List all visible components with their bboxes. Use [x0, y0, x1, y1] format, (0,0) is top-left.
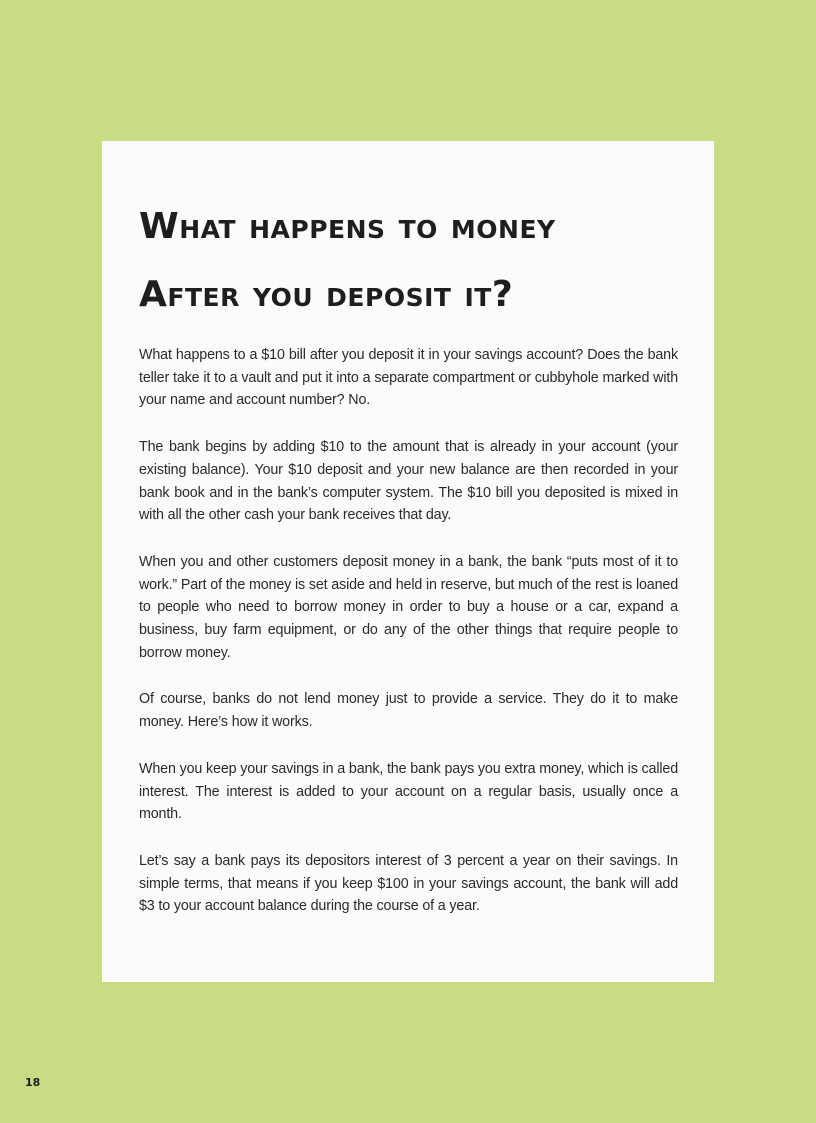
page-number: 18 — [25, 1076, 41, 1089]
article-body — [139, 344, 678, 918]
paragraph-3: When you and other customers deposit money in a bank, the bank “puts most of it to work.” Part of the money is set aside and held in reserve, but much of the rest is loaned to people who need to borrow money in order to buy a house or a car, expand a business, buy farm equipment, or do any of the other things that require people to borrow money. — [139, 553, 678, 661]
title-line-1: What happens to money — [139, 206, 556, 247]
content-panel — [102, 141, 714, 982]
paragraph-6: Let’s say a bank pays its depositors interest of 3 percent a year on their savings. In simple terms, that means if you keep $100 in your savings account, the bank will add $3 to your account balance during the course of a year. — [139, 852, 678, 915]
paragraph-2: The bank begins by adding $10 to the amount that is already in your account (your existing balance). Your $10 deposit and your new balance are then recorded in your bank book and in the bank’s computer system. The $10 bill you deposited is mixed in with all the other cash your bank receives that day. — [139, 439, 678, 524]
paragraph-1: What happens to a $10 bill after you deposit it in your savings account? Does the bank teller take it to a vault and put it into a separate compartment or cubbyhole marked with your name and account number? No. — [139, 347, 678, 409]
paragraph-4: Of course, banks do not lend money just to provide a service. They do it to make money. Here’s how it works. — [139, 691, 678, 731]
paragraph-5: When you keep your savings in a bank, the bank pays you extra money, which is called interest. The interest is added to your account on a regular basis, usually once a month. — [139, 760, 678, 823]
page-title — [139, 193, 678, 329]
title-line-2: After you deposit it? — [139, 274, 514, 315]
